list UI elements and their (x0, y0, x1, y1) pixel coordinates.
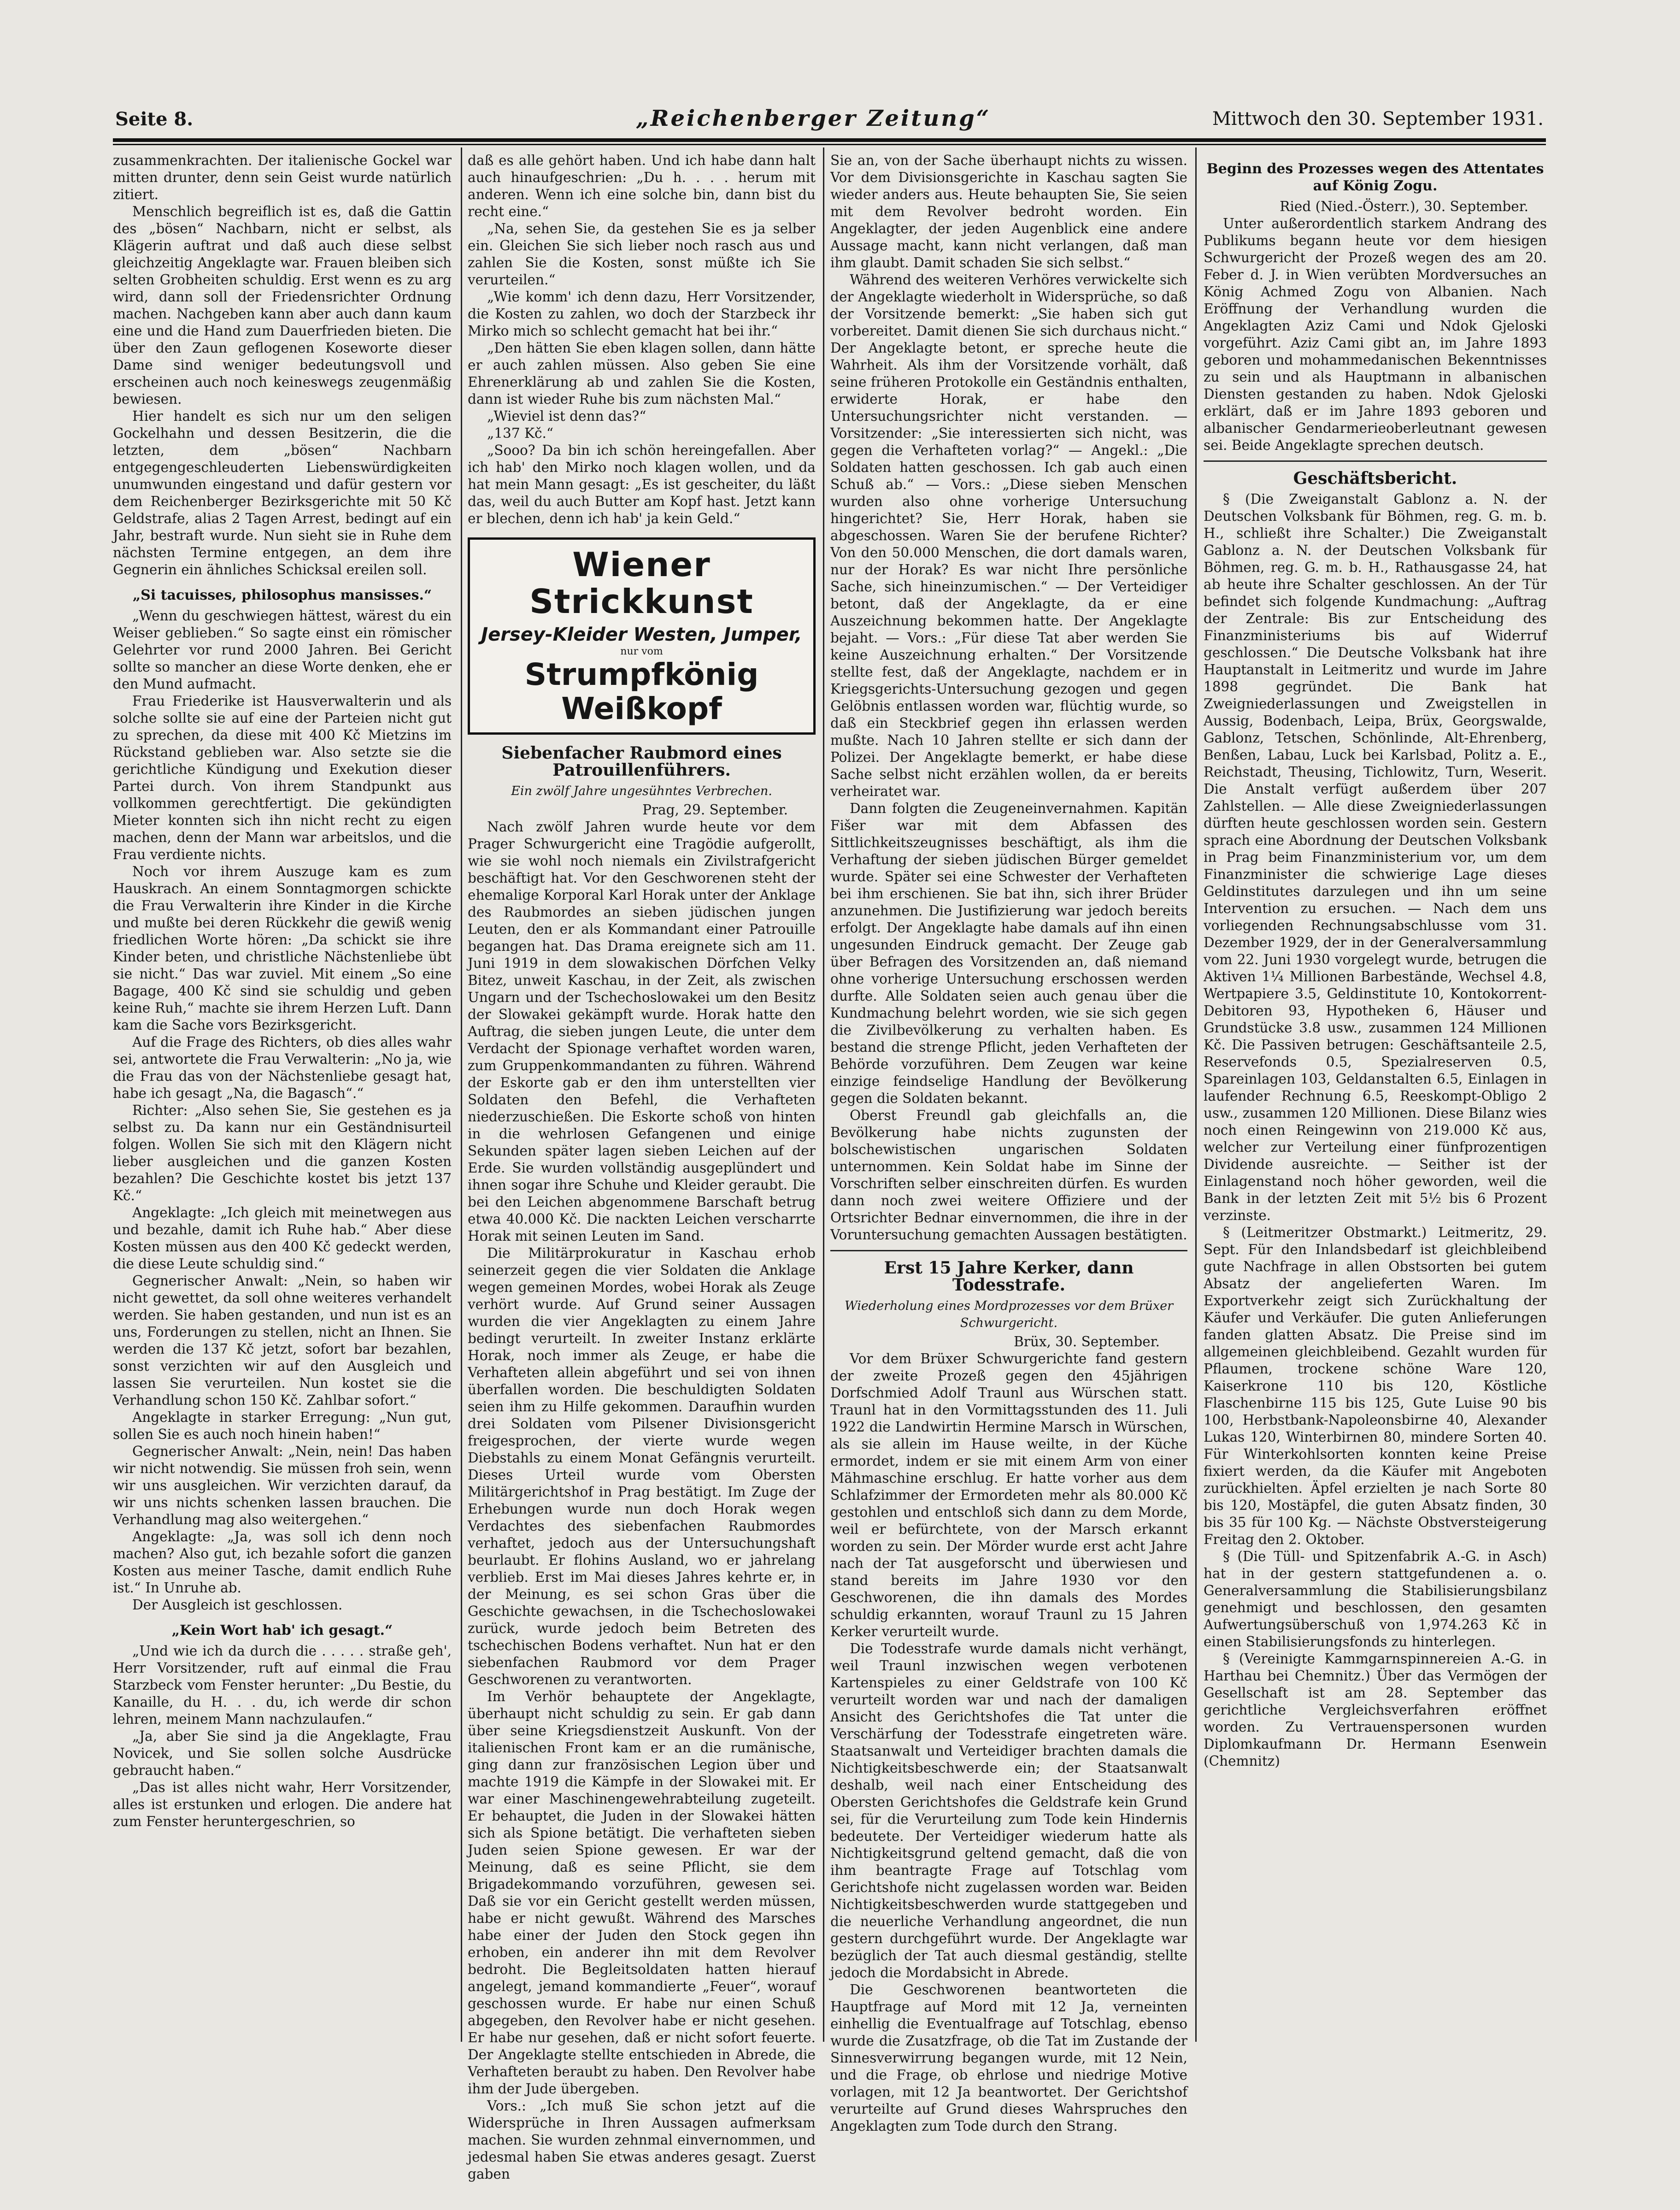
paragraph: „Und wie ich da durch die . . . . . straße geh', Herr Vorsitzender, ruft auf einmal die Frau Starzbeck vom Fenster herunter: „Du Bestie, du Kanaille, du H. . . du, ich werde dir schon lehren, meinem Mann nachzulaufen.“ (113, 1643, 452, 1727)
section-heading: Geschäftsbericht. (1293, 469, 1457, 488)
paragraph: „Wieviel ist denn das?“ (487, 408, 646, 424)
dateline: Ried (Nied.-Österr.), 30. September. (1280, 199, 1528, 214)
paragraph: „Sooo? Da bin ich schön hereingefallen. Aber ich hab' den Mirko noch klagen wollen, und da hat mein Mann gesagt: „Es ist gescheiter, du läßt das, weil du auch Butter am Kopf hast. Jetzt kann er blechen, denn ich hab' ja kein Geld.“ (468, 442, 816, 526)
column-divider (461, 147, 462, 2042)
paragraph: Nach zwölf Jahren wurde heute vor dem Prager Schwurgericht eine Tragödie aufgerollt, wie sie wohl noch niemals ein Zivilstrafgericht beschäftigt hat. Vor den Geschworenen steht der ehemalige Korporal Karl Horak unter der Anklage des Raubmordes an sieben jüdischen jungen Leuten, den er als Kommandant einer Patrouille begangen hat. Das Drama ereignete sich am 11. Juni 1919 in dem slowakischen Dörfchen Velky Bitez, unweit Kaschau, in der Zeit, als zwischen Ungarn und der Tschechoslowakei um den Besitz der Slowakei gekämpft wurde. Horak hatte den Auftrag, die sieben jungen Leute, die unter dem Verdacht der Spionage verhaftet worden waren, zum Gruppenkommandanten zu führen. Während der Eskorte gab er den ihm unterstellten vier Soldaten den Befehl, die Verhafteten niederzuschießen. Die Eskorte schoß von hinten in die wehrlosen Gefangenen und einige Sekunden später lagen sieben Leichen auf der Erde. Sie wurden vollständig ausgeplündert und ihnen sogar ihre Schuhe und Kleider geraubt. Die bei den Leichen abgenommene Barschaft betrug etwa 40.000 Kč. Die nackten Leichen verscharrte Horak mit seinen Leuten im Sand. (468, 819, 816, 1244)
issue-date: Mittwoch den 30. September 1931. (1212, 108, 1544, 130)
paragraph: daß es alle gehört haben. Und ich habe dann halt auch hinaufgeschrien: „Du h. . . . herum mit anderen. Wenn ich eine solche bin, dann bist du recht eine.“ (468, 153, 816, 219)
paragraph: Auf die Frage des Richters, ob dies alles wahr sei, antwortete die Frau Verwalterin: „No ja, wie die Frau das von der Nächstenliebe gesagt hat, habe ich gesagt „Na, die Bagasch“.“ (113, 1034, 452, 1101)
paragraph: § (Die Zweiganstalt Gablonz a. N. der Deutschen Volksbank für Böhmen, reg. G. m. b. H., schließt ihre Schalter.) Die Zweiganstalt Gablonz a. N. der Deutschen Volksbank für Böhmen, reg. G. m. b. H., Rathausgasse 24, hat ab heute ihre Schalter geschlossen. An der Tür befindet sich folgende Kundmachung: „Auftrag der Zentrale: Bis zur Entscheidung des Finanzministeriums bis auf Widerruf geschlossen.“ Die Deutsche Volksbank hat ihre Hauptanstalt in Leitmeritz und wurde im Jahre 1898 gegründet. Die Bank hat Zweigniederlassungen und Zweigstellen in Aussig, Bodenbach, Leipa, Brüx, Georgswalde, Gablonz, Tetschen, Schönlinde, Alt-Ehrenberg, Benßen, Labau, Luck bei Karlsbad, Politz a. E., Reichstadt, Theusing, Tichlowitz, Turn, Weserit. Die Anstalt verfügt außerdem über 207 Zahlstellen. — Alle diese Zweigniederlassungen dürften heute geschlossen worden sein. Gestern sprach eine Abordnung der Deutschen Volksbank in Prag beim Finanzministerium vor, um dem Finanzminister die schwierige Lage dieses Geldinstitutes darzulegen und ihn um seine Intervention zu ersuchen. — Nach dem uns vorliegenden Rechnungsabschlusse vom 31. Dezember 1929, der in der Generalversammlung vom 22. Juni 1930 vorgelegt wurde, betrugen die Aktiven 1¼ Millionen Barbestände, Wechsel 4.8, Wertpapiere 3.5, Geldinstitute 10, Kontokorrent-Debitoren 93, Hypotheken 6, Häuser und Grundstücke 3.8 usw., zusammen 124 Millionen Kč. Die Passiven betrugen: Geschäftsanteile 2.5, Reservefonds 0.5, Spezialreserven 0.5, Spareinlagen 103, Geldanstalten 6.5, Einlagen in laufender Rechnung 6.5, Reeskompt-Obligo 2 usw., zusammen 120 Millionen. Diese Bilanz wies noch einen Reingewinn von 219.000 Kč aus, welcher zur Verteilung einer fünfprozentigen Dividende ausreichte. — Seither ist der Einlagenstand noch höher geworden, weil die Bank in der letzten Zeit mit 5½ bis 6 Prozent verzinste. (1204, 491, 1547, 1223)
paragraph: „Ja, aber Sie sind ja die Angeklagte, Frau Novicek, und Sie sollen solche Ausdrücke gebraucht haben.“ (113, 1728, 452, 1778)
article-headline: Siebenfacher Raubmord eines Patrouillenführers. (501, 743, 782, 780)
paragraph: „137 Kč.“ (487, 425, 553, 441)
article-divider (830, 1250, 1187, 1251)
paragraph: Angeklagte: „Ich gleich mit meinetwegen aus und bezahle, damit ich Ruhe hab.“ Aber diese Kosten müssen aus den 400 Kč gedeckt werden, die diese Leute schuldig sind.“ (113, 1205, 452, 1272)
paragraph: Im Verhör behauptete der Angeklagte, überhaupt nicht schuldig zu sein. Er gab dann über seine Kriegsdienstzeit Auskunft. Von der italienischen Front kam er an die rumänische, ging dann zur französischen Legion über und machte 1919 die Kämpfe in der Slowakei mit. Er war einer Maschinengewehrabteilung zugeteilt. Er behauptet, die Juden in der Slowakei hätten sich als Spione betätigt. Die verhafteten sieben Juden seien Spione gewesen. Er war der Meinung, daß es seine Pflicht, sie dem Brigadekommando vorzuführen, gewesen sei. Daß sie vor ein Gericht gestellt werden müssen, habe er nicht gewußt. Während des Marsches habe einer der Juden den Stock gegen ihn erhoben, ein anderer ihn mit dem Revolver bedroht. Die Begleitsoldaten hatten hierauf angelegt, jemand kommandierte „Feuer“, worauf geschossen wurde. Er habe nur einen Schuß abgegeben, den Revolver habe er nicht gesehen. Er habe nur gesehen, daß er nicht sofort feuerte. Der Angeklagte stellte entschieden in Abrede, die Verhafteten beraubt zu haben. Den Revolver habe ihm der Jude übergeben. (468, 1689, 816, 2097)
paragraph: Noch vor ihrem Auszuge kam es zum Hauskrach. An einem Sonntagmorgen schickte die Frau Verwalterin ihre Kinder in die Kirche und mußte bei deren Rückkehr die gewiß wenig friedlichen Worte hören: „Da schickt sie ihre Kinder beten, und christliche Nächstenliebe übt sie nicht.“ Das war zuviel. Mit einem „So eine Bagage, 400 Kč sind sie schuldig und geben keine Ruh,“ machte sie ihrem Herzen Luft. Dann kam die Sache vors Bezirksgericht. (113, 864, 452, 1033)
article-headline: Beginn des Prozesses wegen des Attentates auf König Zogu. (1206, 161, 1544, 194)
paragraph: Angeklagte in starker Erregung: „Nun gut, sollen Sie es auch noch hinein haben!“ (113, 1409, 452, 1442)
column-divider (1195, 147, 1197, 2042)
section-heading: „Kein Wort hab' ich gesagt.“ (171, 1622, 393, 1638)
newspaper-title: „Reichenberger Zeitung“ (636, 106, 991, 131)
dateline: Prag, 29. September. (642, 802, 788, 818)
article-divider (1204, 460, 1547, 462)
column-3 (830, 152, 1187, 2134)
paragraph: Dann folgten die Zeugeneinvernahmen. Kapitän Fišer war mit dem Abfassen des Sittlichkeitszeugnisses beschäftigt, als ihm die Verhaftung der sieben jüdischen Bürger gemeldet wurde. Später sei eine Schwester der Verhafteten bei ihm erschienen. Sie bat ihn, sich ihrer Brüder anzunehmen. Die Justifizierung war jedoch bereits erfolgt. Der Angeklagte habe damals auf ihn einen ungesunden Eindruck gemacht. Der Zeuge gab über Befragen des Vorsitzenden an, daß niemand ohne vorherige Untersuchung erschossen werden durfte. Alle Soldaten seien auch genau über die Kundmachung belehrt worden, wie sie sich gegen die Zivilbevölkerung zu verhalten haben. Es bestand die strenge Pflicht, jeden Verhafteten der Behörde vorzuführen. Dem Zeugen war keine einzige feindselige Handlung der Bevölkerung gegen die Soldaten bekannt. (830, 801, 1187, 1106)
paragraph: „Wenn du geschwiegen hättest, wärest du ein Weiser geblieben.“ So sagte einst ein römischer Gelehrter vor rund 2000 Jahren. Bei Gericht sollte so mancher an diese Worte denken, ehe er den Mund aufmacht. (113, 608, 452, 692)
paragraph: Während des weiteren Verhöres verwickelte sich der Angeklagte wiederholt in Widersprüche, so daß der Vorsitzende bemerkt: „Sie haben sich gut vorbereitet. Damit dienen Sie sich durchaus nicht.“ Der Angeklagte betont, er spreche heute die Wahrheit. Als ihm der Vorsitzende vorhält, daß seine früheren Protokolle ein Geständnis enthalten, erwiderte Horak, er habe den Untersuchungsrichter nicht verstanden. — Vorsitzender: „Sie interessierten sich nicht, was gegen die Verhafteten vorlag?“ — Angekl.: „Die Soldaten hatten geschossen. Ich gab auch einen Schuß ab.“ — Vors.: „Diese sieben Menschen wurden also ohne vorherige Untersuchung hingerichtet? Sie, Herr Horak, haben sie abgeschossen. Waren Sie der berufene Richter? Von den 50.000 Menschen, die dort damals waren, nur der Horak? Es war nicht Ihre persönliche Sache, sich hineinzumischen.“ — Der Verteidiger betont, daß der Angeklagte, da er eine Auszeichnung bekommen hatte. Der Angeklagte bejaht. — Vors.: „Für diese Tat aber werden Sie keine Auszeichnung erhalten.“ Der Vorsitzende stellte fest, daß der Angeklagte, nachdem er in Kriegsgerichts-Untersuchung gezogen und gegen Gelöbnis entlassen worden war, flüchtig wurde, so daß ein Steckbrief gegen ihn erlassen werden mußte. Nach 10 Jahren stellte er sich dann der Polizei. Der Angeklagte bemerkt, er habe diese Sache selbst nicht erzählen wollen, da er bereits verheiratet war. (830, 272, 1187, 799)
paragraph: § (Leitmeritzer Obstmarkt.) Leitmeritz, 29. Sept. Für den Inlandsbedarf ist gleichbleibend gute Nachfrage in allen Obstsorten bei gutem Absatz der angelieferten Waren. Im Exportverkehr zeigt sich Zurückhaltung der Käufer und Verkäufer. Die guten Anlieferungen fanden glatten Absatz. Die Preise sind im allgemeinen gleichbleibend. Gezahlt wurden für Pflaumen, trockene schöne Ware 120, Kaiserkrone 110 bis 120, Köstliche Flaschenbirne 115 bis 125, Gute Luise 90 bis 100, Herbstbank-Napoleonsbirne 40, Alexander Lukas 120, Winterbirnen 80, mindere Sorten 40. Für Winterkohlsorten konnten keine Preise fixiert werden, da die Käufer mit Angeboten zurückhielten. Äpfel erzielten je nach Sorte 80 bis 120, Mostäpfel, die guten Absatz finden, 30 bis 35 für 100 Kg. — Nächste Obstversteigerung Freitag den 2. Oktober. (1204, 1225, 1547, 1547)
paragraph: Vors.: „Ich muß Sie schon jetzt auf die Widersprüche in Ihren Aussagen aufmerksam machen. Sie wurden zehnmal einvernommen, und jedesmal haben Sie etwas anderes gesagt. Zuerst gaben (468, 2098, 816, 2182)
paragraph: „Das ist alles nicht wahr, Herr Vorsitzender, alles ist erstunken und erlogen. Die andere hat zum Fenster heruntergeschrien, so (113, 1780, 452, 1829)
article-headline: Erst 15 Jahre Kerker, dann Todesstrafe. (884, 1258, 1134, 1295)
ad-subtitle: Jersey-Kleider Westen, Jumper, (481, 624, 802, 645)
paragraph: Sie an, von der Sache überhaupt nichts zu wissen. Vor dem Divisionsgerichte in Kaschau sagten Sie wieder anders aus. Heute behaupten Sie, Sie seien mit dem Revolver bedroht worden. Ein Angeklagter, der jeden Augenblick eine andere Aussage macht, kann nicht verlangen, daß man ihm glaubt. Damit schaden Sie sich selbst.“ (830, 153, 1187, 271)
ad-brand: Strumpfkönig Weißkopf (524, 657, 759, 726)
header-rule (113, 138, 1546, 142)
section-heading: „Si tacuisses, philosophus mansisses.“ (132, 587, 432, 603)
paragraph: Die Militärprokuratur in Kaschau erhob seinerzeit gegen die vier Soldaten die Anklage wegen gemeinen Mordes, wobei Horak als Zeuge verhört wurde. Auf Grund seiner Aussagen wurden die vier Angeklagten zu einem Jahre bedingt verurteilt. In zweiter Instanz erklärte Horak, noch immer als Zeuge, er habe die Verhafteten allein abgeführt und sei von ihnen überfallen worden. Die beschuldigten Soldaten seien ihm zu Hilfe gekommen. Daraufhin wurden drei Soldaten vom Pilsener Divisionsgericht freigesprochen, der vierte wurde wegen Diebstahls zu einem Monat Gefängnis verurteilt. Dieses Urteil wurde vom Obersten Militärgerichtshof in Prag bestätigt. Im Zuge der Erhebungen wurde nun doch Horak wegen Verdachtes des siebenfachen Raubmordes verhaftet, jedoch aus der Untersuchungshaft beurlaubt. Er flohins Ausland, wo er jahrelang verblieb. Erst im Mai dieses Jahres kehrte er, in der Meinung, es sei schon Gras über die Geschichte gewachsen, in die Tschechoslowakei zurück, wurde jedoch beim Betreten des tschechischen Bodens verhaftet. Nun hat er den siebenfachen Raubmord vor dem Prager Geschworenen zu verantworten. (468, 1245, 816, 1687)
dateline: Brüx, 30. September. (1014, 1334, 1160, 1350)
paragraph: Angeklagte: „Ja, was soll ich denn noch machen? Also gut, ich bezahle sofort die ganzen Kosten aus meiner Tasche, damit endlich Ruhe ist.“ In Unruhe ab. (113, 1529, 452, 1596)
paragraph: Oberst Freundl gab gleichfalls an, die Bevölkerung habe nichts zugunsten der bolschewistischen ungarischen Soldaten unternommen. Kein Soldat habe im Sinne der Vorschriften selber einschreiten dürfen. Es wurden dann noch zwei weitere Offiziere und der Ortsrichter Bednar einvernommen, die ihre in der Voruntersuchung gemachten Aussagen bestätigten. (830, 1108, 1187, 1243)
header-rule-thin (113, 144, 1546, 145)
ad-connector: nur vom (620, 646, 663, 657)
column-divider (823, 147, 824, 2042)
paragraph: § (Vereinigte Kammgarnspinnereien A.-G. in Harthau bei Chemnitz.) Über das Vermögen der Gesellschaft ist am 28. September das gerichtliche Vergleichsverfahren eröffnet worden. Zu Vertrauenspersonen wurden Diplomkaufmann Dr. Hermann Esenwein (Chemnitz) (1204, 1651, 1547, 1769)
paragraph: Frau Friederike ist Hausverwalterin und als solche sollte sie auf eine der Parteien nicht gut zu sprechen, da diese mit 400 Kč Mietzins im Rückstand geblieben war. Also setzte sie die gerichtliche Kündigung und Exekution dieser Partei durch. Von ihrem Standpunkt aus vollkommen gerechtfertigt. Die gekündigten Mieter konnten sich ihn nicht recht zu eigen machen, denn der Mann war arbeitslos, und die Frau verdiente nichts. (113, 693, 452, 862)
advertisement (468, 537, 816, 735)
column-4 (1204, 152, 1547, 2051)
paragraph: § (Die Tüll- und Spitzenfabrik A.-G. in Asch) hat in der gestern stattgefundenen a. o. Generalversammlung die Stabilisierungsbilanz genehmigt und beschlossen, den gesamten Aufwertungsüberschuß von 1,974.263 Kč in einen Stabilisierungsfonds zu hinterlegen. (1204, 1549, 1547, 1650)
paragraph: Richter: „Also sehen Sie, Sie gestehen es ja selbst zu. Da kann nur ein Geständnisurteil folgen. Wollen Sie sich mit den Klägern nicht lieber ausgleichen und die ganzen Kosten bezahlen? Die Geschichte kostet bis jetzt 137 Kč.“ (113, 1102, 452, 1203)
column-1 (113, 152, 452, 2051)
column-2 (468, 152, 816, 2182)
page-number: Seite 8. (115, 108, 194, 130)
paragraph: „Den hätten Sie eben klagen sollen, dann hätte er auch zahlen müssen. Also geben Sie eine Ehrenerklärung ab und zahlen Sie die Kosten, dann ist wieder Ruhe bis zum nächsten Mal.“ (468, 340, 816, 407)
paragraph: Die Geschworenen beantworteten die Hauptfrage auf Mord mit 12 Ja, verneinten einhellig die Eventualfrage auf Totschlag, ebenso wurde die Zusatzfrage, ob die Tat im Zustande der Sinnesverwirrung begangen wurde, mit 12 Nein, und die Frage, ob ehrlose und niedrige Motive vorlagen, mit 12 Ja beantwortet. Der Gerichtshof verurteilte auf Grund dieses Wahrspruches den Angeklagten zum Tode durch den Strang. (830, 1982, 1187, 2134)
paragraph: „Wie komm' ich denn dazu, Herr Vorsitzender, die Kosten zu zahlen, wo doch der Starzbeck ihr Mirko mich so schlecht gemacht hat bei ihr.“ (468, 289, 816, 339)
paragraph: Unter außerordentlich starkem Andrang des Publikums begann heute vor dem hiesigen Schwurgericht der Prozeß wegen des am 20. Feber d. J. in Wien verübten Mordversuches an König Achmed Zogu von Albanien. Nach Eröffnung der Verhandlung wurden die Angeklagten Aziz Cami und Ndok Gjeloski vorgeführt. Aziz Cami gibt an, im Jahre 1893 geboren und mohammedanischen Bekenntnisses zu sein und als Hauptmann in albanischen Diensten gestanden zu haben. Ndok Gjeloski erklärt, daß er im Jahre 1893 geboren und albanischer Gendarmerieoberleutnant gewesen sei. Beide Angeklagte sprechen deutsch. (1204, 216, 1547, 453)
paragraph: Die Todesstrafe wurde damals nicht verhängt, weil Traunl inzwischen wegen verbotenen Kartenspieles zu einer Geldstrafe von 100 Kč verurteilt worden war und nach der damaligen Ansicht des Gerichtshofes die Tat unter die Verschärfung der Todesstrafe eingetreten wäre. Staatsanwalt und Verteidiger brachten damals die Nichtigkeitsbeschwerde ein; der Staatsanwalt deshalb, weil nach einer Entscheidung des Obersten Gerichtshofes die Geldstrafe kein Grund sei, für die Verurteilung zum Tode kein Hindernis bedeutete. Der Verteidiger wiederum hatte als Nichtigkeitsgrund geltend gemacht, daß die von ihm beantragte Frage auf Totschlag vom Gerichtshofe nicht zugelassen worden war. Beiden Nichtigkeitsbeschwerden wurde stattgegeben und die neuerliche Verhandlung angeordnet, die nun gestern durchgeführt wurde. Der Angeklagte war bezüglich der Tat auch diesmal geständig, stellte jedoch die Mordabsicht in Abrede. (830, 1641, 1187, 1980)
paragraph: Der Ausgleich ist geschlossen. (132, 1597, 343, 1613)
page-header (115, 99, 1544, 141)
paragraph: Gegnerischer Anwalt: „Nein, so haben wir nicht gewettet, da soll ohne weiteres verhandelt werden. Sie haben gestanden, und nun ist es an uns, Forderungen zu stellen, nicht an Ihnen. Sie werden die 137 Kč jetzt, sofort bar bezahlen, sonst verzichten wir auf den Ausgleich und lassen Sie verurteilen. Nun kostet sie die Verhandlung schon 150 Kč. Zahlbar sofort.“ (113, 1273, 452, 1408)
paragraph: Hier handelt es sich nur um den seligen Gockelhahn und dessen Besitzerin, die die letzten, dem „bösen“ Nachbarn entgegengeschleuderten Liebenswürdigkeiten unumwunden eingestand und dafür gestern vor dem Reichenberger Bezirksgerichte mit 50 Kč Geldstrafe, alias 2 Tagen Arrest, bedingt auf ein Jahr, bestraft wurde. Nun sieht sie in Ruhe dem nächsten Termine entgegen, an dem ihre Gegnerin ein ähnliches Schicksal ereilen soll. (113, 408, 452, 578)
paragraph: zusammenkrachten. Der italienische Gockel war mitten drunter, denn sein Geist wurde natürlich zitiert. (113, 153, 452, 202)
article-subheadline: Ein zwölf Jahre ungesühntes Verbrechen. (511, 784, 772, 798)
article-subheadline: Wiederholung eines Mordprozesses vor dem Brüxer Schwurgericht. (845, 1299, 1173, 1330)
paragraph: Gegnerischer Anwalt: „Nein, nein! Das haben wir nicht notwendig. Sie müssen froh sein, wenn wir uns ausgleichen. Wir verzichten darauf, da wir uns nichts schenken lassen brauchen. Die Verhandlung mag also weitergehen.“ (113, 1444, 452, 1527)
paragraph: Vor dem Brüxer Schwurgerichte fand gestern der zweite Prozeß gegen den 45jährigen Dorfschmied Adolf Traunl aus Würschen statt. Traunl hat in den Vormittagsstunden des 11. Juli 1922 die Landwirtin Hermine Marsch in Würschen, als sie allein im Hause weilte, in der Küche ermordet, indem er sie mit einem Arm von einer Mähmaschine erschlug. Er hatte vorher aus dem Schlafzimmer der Ermordeten mehr als 80.000 Kč gestohlen und entschloß sich dann zu dem Morde, weil er befürchtete, von der Marsch erkannt worden zu sein. Der Mörder wurde erst acht Jahre nach der Tat ausgeforscht und überwiesen und stand bereits im Jahre 1930 vor den Geschworenen, die ihn damals des Mordes schuldig erkannten, worauf Traunl zu 15 Jahren Kerker verurteilt wurde. (830, 1351, 1187, 1639)
paragraph: Menschlich begreiflich ist es, daß die Gattin des „bösen“ Nachbarn, nicht er selbst, als Klägerin auftrat und daß auch diese selbst gleichzeitig Angeklagte war. Frauen bleiben sich selten Grobheiten schuldig. Erst wenn es zu arg wird, dann soll der Friedensrichter Ordnung machen. Nachgeben kann aber auch dann kaum eine und die Hand zum Dauerfrieden bieten. Die über den Zaun geflogenen Koseworte dieser Dame sind weniger bedeutungsvoll und erscheinen auch noch keineswegs zeugenmäßig bewiesen. (113, 204, 452, 407)
ad-title: Wiener Strickkunst (529, 545, 754, 621)
paragraph: „Na, sehen Sie, da gestehen Sie es ja selber ein. Gleichen Sie sich lieber noch rasch aus und zahlen Sie die Kosten, sonst müßte ich Sie verurteilen.“ (468, 221, 816, 288)
